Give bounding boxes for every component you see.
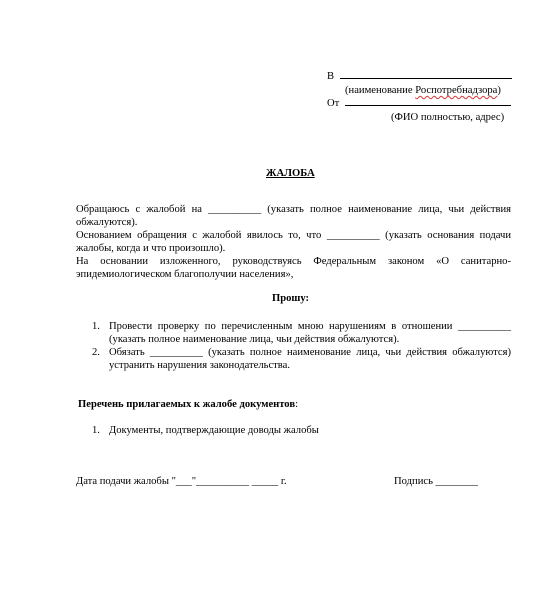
complaint-paragraph-3: На основании изложенного, руководствуясь Федеральным законом «О санитарно-эпидемиологическом благополучии населения», (76, 256, 511, 280)
request-heading: Прошу: (272, 293, 310, 304)
p1-blank: __________ (208, 204, 262, 215)
document-title: ЖАЛОБА (266, 168, 315, 179)
recipient-prefix: В (327, 71, 335, 82)
complaint-paragraph-2 (76, 229, 511, 255)
p1-end: (указать полное наименование лица, чьи действия обжалуются). (76, 204, 512, 228)
list-item-text: Провести проверку по перечисленным мною нарушениям в отношении __________ (указать полное наименование лица, чьи действия обжалуются). (109, 321, 511, 345)
recipient-hint (345, 84, 501, 97)
p2-blank: __________ (326, 230, 380, 241)
list-item-number: 1. (92, 425, 100, 436)
p2-start: Основанием обращения с жалобой явилось то, что (76, 230, 322, 241)
signature-field: Подпись ________ (394, 476, 478, 487)
date-field: Дата подачи жалобы "___"__________ _____ г. (76, 476, 287, 487)
p2-end: (указать основания подачи жалобы, когда и что произошло). (76, 230, 511, 254)
sender-hint: (ФИО полностью, адрес) (391, 112, 505, 123)
recipient-blank (340, 78, 512, 79)
list-item (92, 424, 511, 437)
attachments-list (92, 424, 511, 437)
recipient-hint-text: (наименование (345, 85, 416, 96)
attachments-heading-text: Перечень прилагаемых к жалобе документов (78, 399, 296, 410)
sender-prefix: От (327, 98, 340, 109)
p1-start: Обращаюсь с жалобой на (76, 204, 202, 215)
complaint-paragraph-1 (76, 203, 511, 229)
list-item-text: Обязать __________ (указать полное наименование лица, чьи действия обжалуются) устранить нарушения законодательства. (109, 347, 511, 371)
list-item-text: Документы, подтверждающие доводы жалобы (109, 425, 319, 436)
sender-line (327, 97, 511, 110)
recipient-hint-misspelled: Роспотребнадзора (415, 85, 498, 96)
list-item-number: 1. (92, 321, 100, 332)
request-list (92, 320, 511, 372)
attachments-heading (78, 398, 298, 411)
sender-blank (345, 105, 511, 106)
list-item (92, 320, 511, 346)
list-item-number: 2. (92, 347, 100, 358)
list-item (92, 346, 511, 372)
recipient-line (327, 70, 512, 83)
recipient-hint-close: ) (497, 85, 501, 96)
attachments-heading-colon: : (295, 399, 299, 410)
